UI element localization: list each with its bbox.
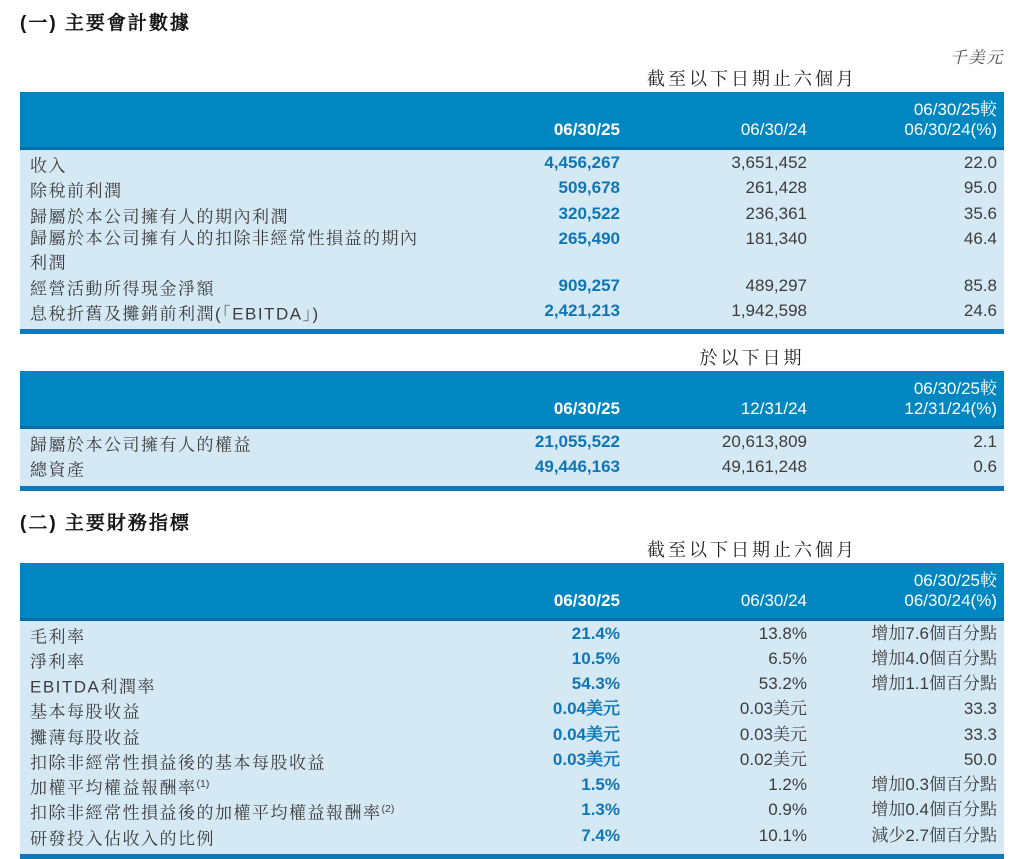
prior-period-cell: 1.2% bbox=[768, 775, 807, 795]
current-period-cell: 10.5% bbox=[571, 648, 620, 668]
section-1-title: (一) 主要會計數據 bbox=[20, 13, 191, 34]
prior-period-cell: 49,161,248 bbox=[721, 457, 807, 477]
table-row bbox=[20, 623, 1004, 648]
column-header-current-period: 06/30/25 bbox=[553, 590, 620, 610]
current-period-cell: 2,421,213 bbox=[544, 300, 620, 320]
column-header-prior-period: 06/30/24 bbox=[740, 120, 807, 139]
column-header-change-percent bbox=[807, 100, 1004, 140]
current-period-cell: 7.4% bbox=[581, 825, 620, 845]
column-header-current-date: 06/30/25 bbox=[553, 399, 620, 419]
column-header-current-period: 06/30/25 bbox=[553, 120, 620, 139]
table-asof-caption: 於以下日期 bbox=[699, 348, 805, 369]
current-period-cell: 1.3% bbox=[581, 800, 620, 820]
financial-indicators-table bbox=[20, 539, 1004, 859]
row-label-cell: 經營活動所得現金淨額 bbox=[30, 279, 215, 299]
current-period-cell: 21,055,522 bbox=[534, 432, 620, 452]
change-cell: 增加4.0個百分點 bbox=[871, 648, 997, 668]
table-row bbox=[20, 825, 1004, 850]
row-label-cell: 歸屬於本公司擁有人的期內利潤 bbox=[30, 207, 289, 227]
change-cell: 2.1 bbox=[973, 432, 997, 452]
table-header-row bbox=[20, 563, 1004, 621]
change-cell: 46.4 bbox=[963, 228, 997, 248]
change-cell: 24.6 bbox=[963, 300, 997, 320]
section-2-title: (二) 主要財務指標 bbox=[20, 512, 191, 534]
row-label-cell: 淨利率 bbox=[30, 652, 86, 672]
current-period-cell: 0.04美元 bbox=[552, 724, 620, 744]
prior-period-cell: 10.1% bbox=[758, 825, 807, 845]
prior-period-cell: 0.02美元 bbox=[739, 749, 807, 769]
row-label-cell: 除稅前利潤 bbox=[30, 181, 123, 201]
row-label-cell: 歸屬於本公司擁有人的扣除非經常性損益的期內利潤 bbox=[30, 228, 419, 273]
prior-period-cell: 0.03美元 bbox=[739, 699, 807, 719]
current-period-cell: 54.3% bbox=[571, 674, 620, 694]
table-row bbox=[20, 228, 1004, 275]
row-label-cell: 收入 bbox=[30, 156, 67, 176]
row-label-cell: EBITDA利潤率 bbox=[30, 677, 156, 697]
table-row bbox=[20, 673, 1004, 698]
prior-period-cell: 13.8% bbox=[758, 623, 807, 643]
table-body bbox=[20, 429, 1004, 491]
currency-unit-label: 千美元 bbox=[950, 49, 1004, 67]
table-row bbox=[20, 300, 1004, 325]
column-header-prior-period: 06/30/24 bbox=[740, 590, 807, 610]
current-period-cell: 0.04美元 bbox=[552, 699, 620, 719]
change-cell: 95.0 bbox=[963, 178, 997, 198]
change-cell: 增加0.3個百分點 bbox=[871, 775, 997, 795]
table-row bbox=[20, 152, 1004, 177]
table-period-caption: 截至以下日期止六個月 bbox=[647, 69, 857, 89]
prior-period-cell: 236,361 bbox=[745, 203, 807, 223]
prior-period-cell: 261,428 bbox=[745, 178, 807, 198]
current-period-cell: 21.4% bbox=[571, 623, 620, 643]
prior-period-cell: 181,340 bbox=[745, 228, 807, 248]
change-cell: 33.3 bbox=[963, 724, 997, 744]
balance-sheet-table bbox=[20, 347, 1004, 491]
change-cell: 增加0.4個百分點 bbox=[871, 800, 997, 820]
change-cell: 增加7.6個百分點 bbox=[871, 623, 997, 643]
prior-period-cell: 53.2% bbox=[758, 674, 807, 694]
row-label-cell: 加權平均權益報酬率$^{(1)}$ bbox=[30, 778, 210, 798]
table-row bbox=[20, 177, 1004, 202]
current-period-cell: 1.5% bbox=[581, 775, 620, 795]
table-row bbox=[20, 648, 1004, 673]
prior-period-cell: 3,651,452 bbox=[731, 153, 807, 172]
current-period-cell: 0.03美元 bbox=[552, 749, 620, 769]
prior-period-cell: 0.03美元 bbox=[739, 724, 807, 744]
change-cell: 33.3 bbox=[963, 699, 997, 719]
current-period-cell: 320,522 bbox=[558, 203, 620, 223]
accounting-data-table bbox=[20, 68, 1004, 334]
change-cell: 增加1.1個百分點 bbox=[871, 674, 997, 694]
change-header-line1: 06/30/25較 bbox=[913, 100, 997, 119]
current-period-cell: 909,257 bbox=[558, 275, 620, 295]
prior-period-cell: 0.9% bbox=[768, 800, 807, 820]
table-row bbox=[20, 431, 1004, 456]
change-cell: 50.0 bbox=[963, 749, 997, 769]
change-header-line2: 06/30/24(%) bbox=[904, 590, 997, 610]
footnote-superscript: (1) bbox=[196, 778, 210, 791]
table-row bbox=[20, 749, 1004, 774]
column-header-change-percent bbox=[807, 571, 1004, 611]
row-label-cell: 歸屬於本公司擁有人的權益 bbox=[30, 435, 252, 455]
change-header-line1: 06/30/25較 bbox=[913, 379, 997, 399]
prior-period-cell: 20,613,809 bbox=[721, 432, 807, 452]
table-row bbox=[20, 456, 1004, 481]
table-row bbox=[20, 203, 1004, 228]
current-period-cell: 509,678 bbox=[558, 178, 620, 198]
table-row bbox=[20, 698, 1004, 723]
change-cell: 85.8 bbox=[963, 275, 997, 295]
column-header-prior-date: 12/31/24 bbox=[740, 399, 807, 419]
table-body bbox=[20, 621, 1004, 859]
change-cell: 減少2.7個百分點 bbox=[871, 825, 997, 845]
table-header-row bbox=[20, 92, 1004, 150]
column-header-change-percent bbox=[807, 379, 1004, 419]
table-body bbox=[20, 150, 1004, 334]
table-header-row bbox=[20, 371, 1004, 429]
row-label-cell: 攤薄每股收益 bbox=[30, 728, 141, 748]
change-cell: 22.0 bbox=[963, 153, 997, 172]
prior-period-cell: 6.5% bbox=[768, 648, 807, 668]
footnote-superscript: (2) bbox=[381, 803, 395, 816]
row-label-cell: 息稅折舊及攤銷前利潤(「EBITDA」) bbox=[30, 304, 320, 324]
change-header-line2: 06/30/24(%) bbox=[904, 120, 997, 139]
change-header-line1: 06/30/25較 bbox=[913, 570, 997, 590]
table-row bbox=[20, 724, 1004, 749]
row-label-cell: 扣除非經常性損益後的加權平均權益報酬率$^{(2)}$ bbox=[30, 803, 395, 823]
table-period-caption: 截至以下日期止六個月 bbox=[647, 539, 857, 560]
table-row bbox=[20, 275, 1004, 300]
table-row bbox=[20, 799, 1004, 824]
current-period-cell: 49,446,163 bbox=[534, 457, 620, 477]
row-label-cell: 毛利率 bbox=[30, 627, 86, 647]
row-label-cell: 扣除非經常性損益後的基本每股收益 bbox=[30, 753, 326, 773]
current-period-cell: 265,490 bbox=[558, 228, 620, 248]
prior-period-cell: 1,942,598 bbox=[731, 300, 807, 320]
row-label-cell: 基本每股收益 bbox=[30, 703, 141, 722]
prior-period-cell: 489,297 bbox=[745, 275, 807, 295]
table-row bbox=[20, 774, 1004, 799]
change-cell: 35.6 bbox=[963, 203, 997, 223]
current-period-cell: 4,456,267 bbox=[544, 153, 620, 172]
row-label-cell: 研發投入佔收入的比例 bbox=[30, 829, 215, 849]
change-cell: 0.6 bbox=[973, 457, 997, 477]
change-header-line2: 12/31/24(%) bbox=[904, 399, 997, 419]
row-label-cell: 總資產 bbox=[30, 461, 86, 480]
